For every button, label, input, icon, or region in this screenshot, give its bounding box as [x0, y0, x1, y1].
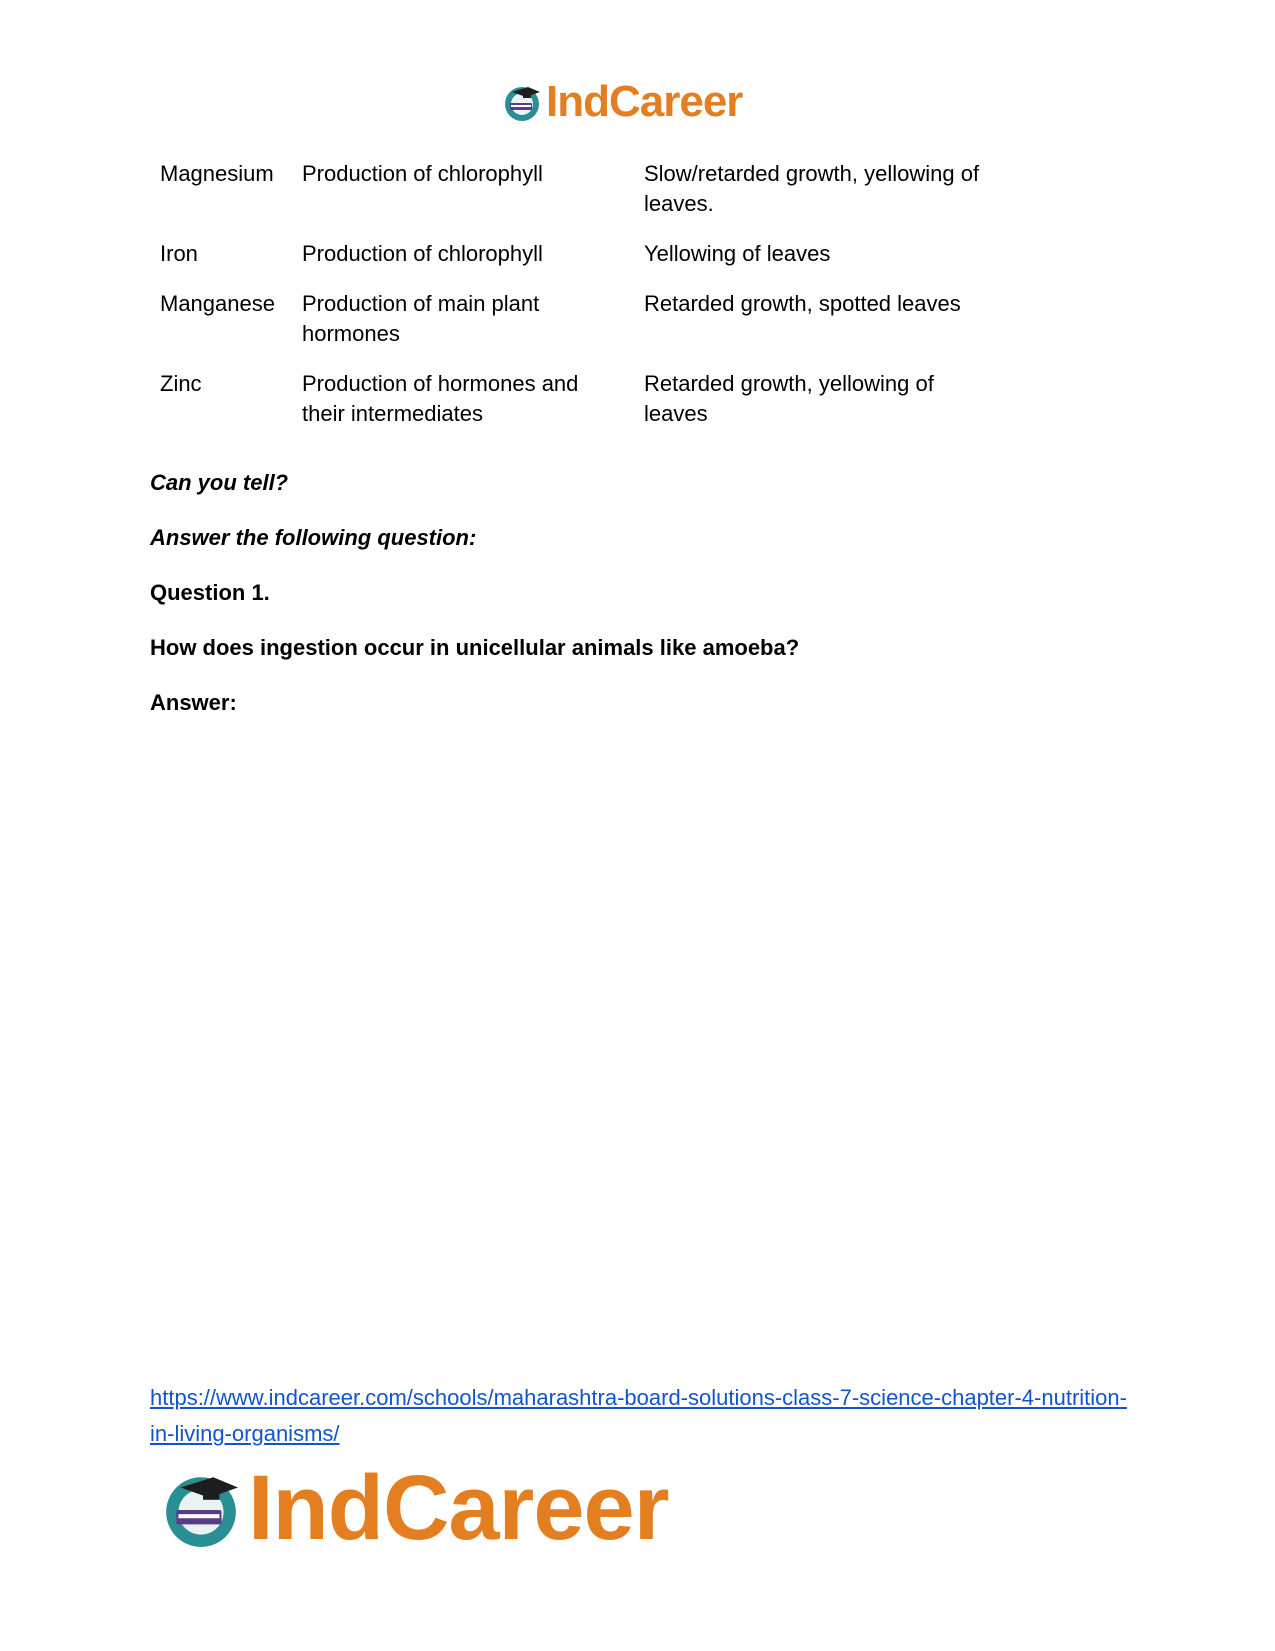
- function-cell: Production of hormones and their intermediates: [302, 371, 579, 426]
- table-row: [150, 155, 994, 235]
- nutrient-cell: Manganese: [160, 291, 275, 316]
- section-instruction: Answer the following question:: [150, 525, 477, 550]
- answer-label: Answer:: [150, 690, 237, 715]
- function-cell: Production of chlorophyll: [302, 161, 543, 186]
- brand-logo-footer: [160, 1457, 669, 1559]
- nutrient-cell: Iron: [160, 241, 198, 266]
- deficiency-cell: Slow/retarded growth, yellowing of leaves.: [644, 161, 980, 216]
- nutrient-table: [150, 155, 994, 445]
- deficiency-cell: Retarded growth, yellowing of leaves: [644, 371, 934, 426]
- section-prompt: Can you tell?: [150, 470, 289, 495]
- table-row: [150, 285, 994, 365]
- question-text: How does ingestion occur in unicellular animals like amoeba?: [150, 635, 800, 660]
- table-row: [150, 235, 994, 285]
- nutrient-cell: Magnesium: [160, 161, 274, 186]
- question-number: Question 1.: [150, 580, 270, 605]
- deficiency-cell: Yellowing of leaves: [644, 241, 831, 266]
- source-link[interactable]: https://www.indcareer.com/schools/maharashtra-board-solutions-class-7-science-chapter-4-nutrition-in-living-organisms/: [150, 1385, 1127, 1446]
- brand-wordmark: IndCareer: [248, 1457, 669, 1559]
- graduate-globe-icon: [160, 1467, 242, 1549]
- function-cell: Production of chlorophyll: [302, 241, 543, 266]
- nutrient-cell: Zinc: [160, 371, 202, 396]
- table-row: [150, 365, 994, 445]
- brand-logo-header: [502, 77, 743, 126]
- graduate-globe-icon: [502, 82, 542, 122]
- function-cell: Production of main plant hormones: [302, 291, 540, 346]
- deficiency-cell: Retarded growth, spotted leaves: [644, 291, 961, 316]
- brand-wordmark: IndCareer: [546, 77, 743, 126]
